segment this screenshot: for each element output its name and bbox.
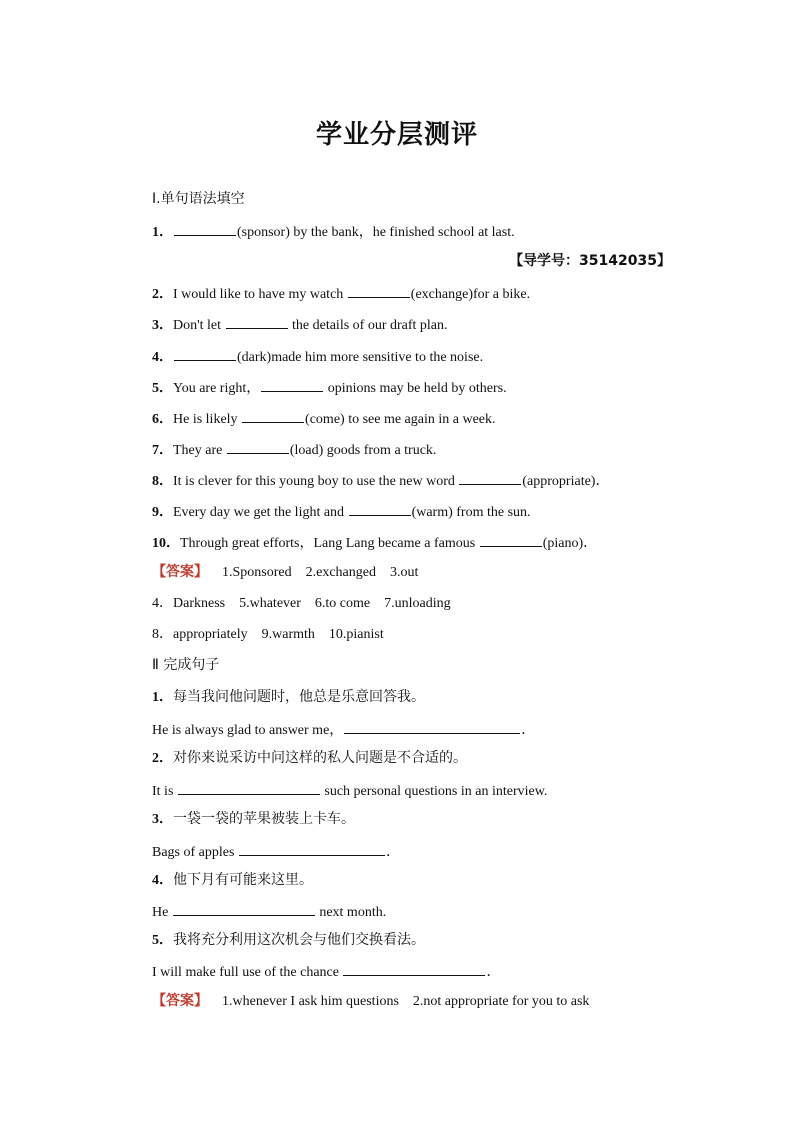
- answer-blank: [242, 408, 304, 423]
- grammar-answers-line-2: 4．Darkness 5.whatever 6.to come 7.unloading: [152, 596, 451, 611]
- sentence-item-1-en: He is always glad to answer me， ．: [152, 719, 535, 740]
- answer-blank: [480, 532, 542, 547]
- page-title: 学业分层测评: [315, 120, 478, 150]
- section-heading-grammar: Ⅰ.单句语法填空: [152, 191, 245, 207]
- grammar-item-4: 4． (dark)made him more sensitive to the noise.: [152, 346, 483, 367]
- grammar-item-10: 10．Through great efforts，Lang Lang became a famous (piano)．: [152, 532, 597, 553]
- sentence-item-2-en: It is such personal questions in an interview.: [152, 780, 547, 801]
- grammar-answers-line-3: 8．appropriately 9.warmth 10.pianist: [152, 627, 384, 642]
- answer-blank: [348, 283, 410, 298]
- grammar-item-3: 3．Don't let the details of our draft plan.: [152, 314, 448, 335]
- sentence-item-1-zh: 1．每当我问他问题时，他总是乐意回答我。: [152, 689, 425, 705]
- answer-blank: [459, 470, 521, 485]
- sentence-item-4-zh: 4．他下月有可能来这里。: [152, 872, 313, 888]
- sentence-item-5-zh: 5．我将充分利用这次机会与他们交换看法。: [152, 932, 425, 948]
- answer-blank: [239, 841, 385, 856]
- grammar-item-9: 9．Every day we get the light and (warm) from the sun.: [152, 501, 531, 522]
- sentence-item-5-en: I will make full use of the chance ．: [152, 961, 500, 982]
- sentence-answers-line-1: 【答案】 1.whenever I ask him questions 2.not appropriate for you to ask: [152, 993, 590, 1009]
- sentence-item-4-en: He next month.: [152, 901, 386, 922]
- answer-blank: [261, 377, 323, 392]
- sentence-item-3-en: Bags of apples ．: [152, 841, 400, 862]
- answer-blank: [344, 719, 520, 734]
- grammar-answers-line-1: 【答案】 1.Sponsored 2.exchanged 3.out: [152, 564, 419, 580]
- answer-blank: [343, 961, 485, 976]
- grammar-item-1: 1． (sponsor) by the bank，he finished school at last.: [152, 221, 515, 242]
- answer-blank: [174, 221, 236, 236]
- answer-label: 【答案】: [152, 564, 208, 580]
- grammar-item-7: 7．They are (load) goods from a truck.: [152, 439, 436, 460]
- answer-blank: [227, 439, 289, 454]
- grammar-item-2: 2．I would like to have my watch (exchange)for a bike.: [152, 283, 530, 304]
- answer-blank: [226, 314, 288, 329]
- answer-blank: [349, 501, 411, 516]
- answer-blank: [174, 346, 236, 361]
- guide-number: 【导学号：35142035】: [509, 253, 671, 269]
- answer-label: 【答案】: [152, 993, 208, 1009]
- section-heading-sentences: Ⅱ 完成句子: [152, 657, 220, 673]
- grammar-item-6: 6．He is likely (come) to see me again in a week.: [152, 408, 496, 429]
- grammar-item-5: 5．You are right， opinions may be held by others.: [152, 377, 507, 398]
- answer-blank: [178, 780, 320, 795]
- grammar-item-8: 8．It is clever for this young boy to use the new word (appropriate)．: [152, 470, 609, 491]
- sentence-item-3-zh: 3．一袋一袋的苹果被装上卡车。: [152, 811, 355, 827]
- answer-blank: [173, 901, 315, 916]
- sentence-item-2-zh: 2．对你来说采访中问这样的私人问题是不合适的。: [152, 750, 467, 766]
